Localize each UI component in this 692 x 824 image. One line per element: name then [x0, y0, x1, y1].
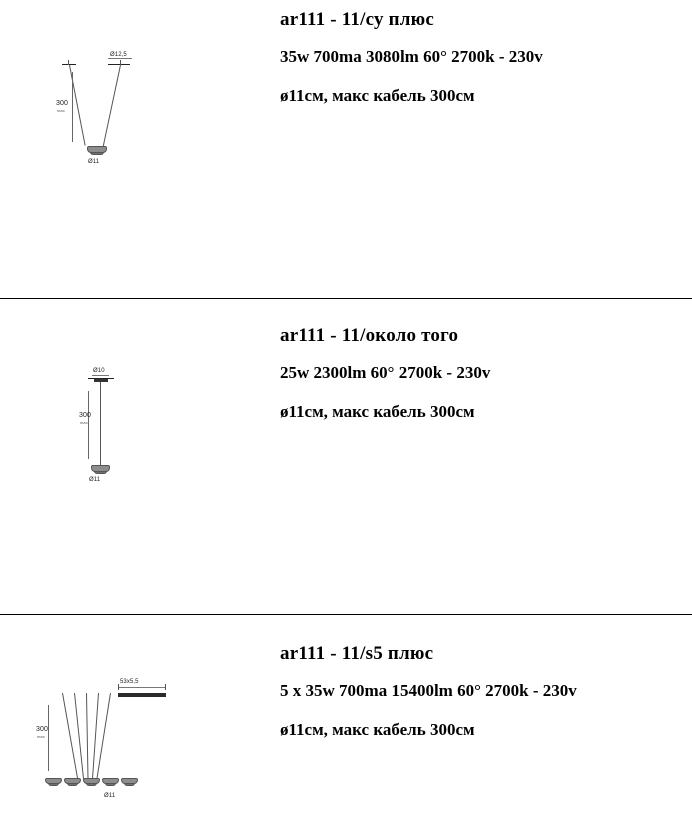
product-row [0, 0, 692, 298]
product-dimensions: ø11см, макс кабель 300см [280, 85, 475, 105]
dimension-line [92, 375, 109, 376]
lamp-lens-icon [94, 471, 107, 474]
lamp-lens-icon [105, 783, 116, 786]
ceiling-track-icon [118, 693, 166, 697]
dimension-line [118, 687, 166, 688]
dimension-label: 300 [36, 726, 48, 733]
dimension-label: 300 [79, 412, 91, 419]
dimension-label: max [80, 420, 88, 425]
ceiling-canopy-icon [94, 379, 108, 382]
ceiling-line-icon [88, 378, 114, 379]
lamp-lens-icon [67, 783, 78, 786]
product-row [0, 615, 692, 824]
tick-mark-icon [165, 684, 166, 690]
dimension-line [88, 391, 89, 459]
suspension-cable-icon [100, 382, 101, 466]
product-row [0, 299, 692, 614]
lamp-lens-icon [48, 783, 59, 786]
product-title: ar111 - 11/около того [280, 325, 459, 346]
dimension-label: Ø11 [88, 159, 100, 165]
dimension-label: Ø11 [89, 477, 101, 483]
lamp-lens-icon [124, 783, 135, 786]
lamp-lens-icon [86, 783, 97, 786]
product-text [275, 0, 692, 105]
dimension-label: Ø10 [93, 368, 105, 374]
product-text [275, 299, 692, 421]
suspension-cable-icon [103, 65, 121, 146]
dimension-label: max [57, 108, 65, 113]
dimension-line [48, 705, 49, 771]
dimension-label: 53x5,5 [120, 679, 139, 685]
dimension-label: Ø12,5 [110, 52, 127, 58]
tick-mark-icon [118, 684, 119, 690]
product-title: ar111 - 11/су плюс [280, 9, 434, 30]
dimension-label: Ø11 [104, 793, 116, 799]
product-dimensions: ø11см, макс кабель 300см [280, 719, 475, 739]
product-text [275, 615, 692, 739]
dimension-label: max [37, 734, 45, 739]
dimension-line [72, 72, 73, 142]
dimension-label: 300 [56, 100, 68, 107]
product-spec: 35w 700ma 3080lm 60° 2700k - 230v [280, 46, 543, 66]
suspension-cable-icon [96, 693, 111, 780]
lamp-lens-icon [90, 152, 104, 155]
dimension-line [108, 58, 132, 59]
product-spec: 5 x 35w 700ma 15400lm 60° 2700k - 230v [280, 680, 577, 700]
product-dimensions: ø11см, макс кабель 300см [280, 401, 475, 421]
suspension-cable-icon [86, 693, 89, 781]
product-title: ar111 - 11/s5 плюс [280, 643, 434, 664]
product-spec: 25w 2300lm 60° 2700k - 230v [280, 362, 491, 382]
